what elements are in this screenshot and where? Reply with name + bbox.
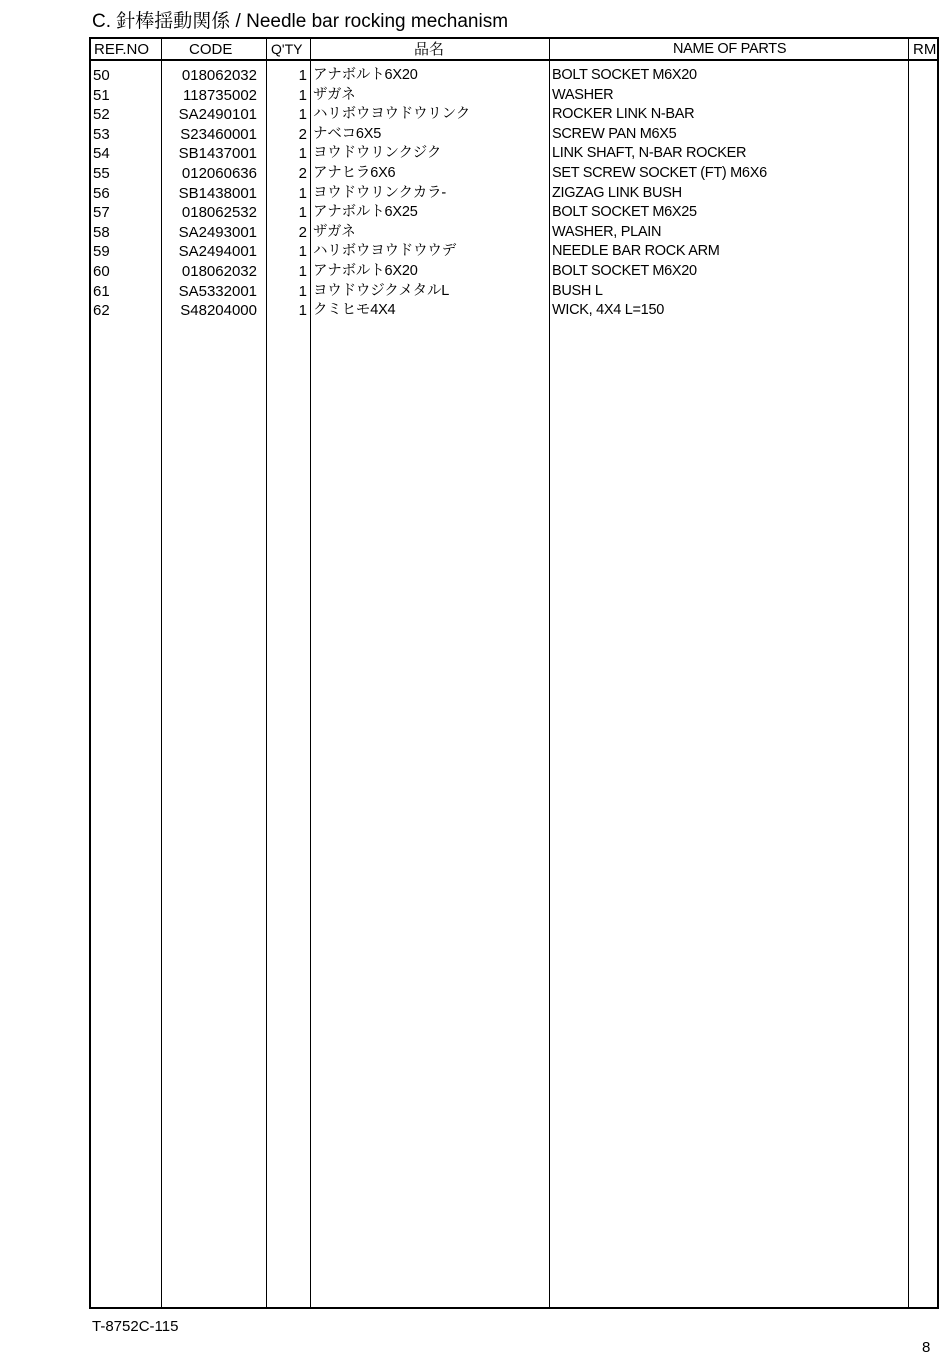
table-body — [91, 66, 937, 321]
ref-no-cell: 53 — [93, 125, 110, 143]
qty-cell: 1 — [298, 86, 307, 104]
part-name-cell: BOLT SOCKET M6X20 — [552, 67, 697, 83]
code-cell: SA5332001 — [178, 282, 257, 300]
ref-no-cell: 52 — [93, 106, 110, 124]
document-code: T-8752C-115 — [92, 1318, 179, 1335]
ref-no-cell: 57 — [93, 204, 110, 222]
code-cell: SB1438001 — [178, 184, 257, 202]
ref-no-cell: 54 — [93, 145, 110, 163]
part-name-cell: WASHER — [552, 86, 614, 103]
qty-cell: 1 — [298, 302, 307, 320]
part-name-cell: BOLT SOCKET M6X25 — [552, 204, 697, 221]
qty-cell: 2 — [298, 164, 307, 182]
ref-no-cell: 61 — [93, 282, 110, 300]
table-row — [91, 105, 937, 125]
code-cell: SA2493001 — [178, 223, 257, 241]
table-row — [91, 86, 937, 106]
code-cell: 118735002 — [183, 86, 257, 104]
ref-no-cell: 51 — [93, 86, 110, 104]
header-qty: Q'TY — [271, 41, 303, 57]
header-code: CODE — [189, 41, 233, 58]
jp-name-cell: クミヒモ4X4 — [313, 302, 396, 319]
part-name-cell: SET SCREW SOCKET (FT) M6X6 — [552, 164, 767, 181]
part-name-cell: ZIGZAG LINK BUSH — [552, 184, 682, 201]
jp-name-cell: ハリボウヨウドウリンク — [313, 106, 471, 123]
code-cell: S48204000 — [180, 302, 257, 320]
jp-name-cell: ザガネ — [313, 86, 356, 103]
qty-cell: 1 — [298, 67, 307, 84]
ref-no-cell: 59 — [93, 243, 110, 261]
table-header-row — [91, 39, 937, 61]
jp-name-cell: アナボルト6X20 — [313, 262, 418, 279]
code-cell: 018062032 — [181, 262, 257, 280]
table-row — [91, 125, 937, 145]
qty-cell: 1 — [298, 106, 307, 124]
qty-cell: 1 — [298, 145, 307, 163]
page-number: 8 — [922, 1339, 931, 1356]
part-name-cell: BUSH L — [552, 282, 603, 299]
table-row — [91, 301, 937, 321]
qty-cell: 1 — [298, 262, 307, 280]
part-name-cell: BOLT SOCKET M6X20 — [552, 262, 697, 279]
table-row — [91, 282, 937, 302]
header-jp-name: 品名 — [414, 41, 445, 58]
ref-no-cell: 56 — [93, 184, 110, 202]
jp-name-cell: アナボルト6X20 — [313, 67, 418, 83]
table-row — [91, 66, 937, 86]
qty-cell: 1 — [298, 243, 307, 261]
jp-name-cell: ヨウドウジクメタルL — [313, 282, 450, 299]
code-cell: S23460001 — [180, 125, 257, 143]
part-name-cell: ROCKER LINK N-BAR — [552, 106, 695, 123]
jp-name-cell: ザガネ — [313, 223, 356, 240]
jp-name-cell: ナベコ6X5 — [313, 125, 382, 142]
table-row — [91, 223, 937, 243]
table-row — [91, 184, 937, 204]
qty-cell: 1 — [298, 282, 307, 300]
ref-no-cell: 58 — [93, 223, 110, 241]
part-name-cell: WICK, 4X4 L=150 — [552, 302, 664, 319]
code-cell: SA2494001 — [178, 243, 257, 261]
header-rm: RM — [913, 41, 937, 58]
part-name-cell: WASHER, PLAIN — [552, 223, 662, 240]
table-row — [91, 203, 937, 223]
parts-table — [89, 37, 939, 1309]
part-name-cell: SCREW PAN M6X5 — [552, 125, 677, 142]
part-name-cell: LINK SHAFT, N-BAR ROCKER — [552, 145, 747, 162]
table-row — [91, 144, 937, 164]
code-cell: 018062532 — [181, 204, 257, 222]
jp-name-cell: ヨウドウリンクカラ- — [313, 184, 447, 201]
ref-no-cell: 50 — [93, 67, 110, 84]
ref-no-cell: 60 — [93, 262, 110, 280]
jp-name-cell: ハリボウヨウドウウデ — [313, 243, 456, 260]
table-row — [91, 242, 937, 262]
qty-cell: 1 — [298, 184, 307, 202]
code-cell: SA2490101 — [178, 106, 257, 124]
qty-cell: 2 — [298, 125, 307, 143]
section-title: C. 針棒揺動関係 / Needle bar rocking mechanism — [92, 11, 509, 32]
code-cell: 012060636 — [181, 164, 257, 182]
jp-name-cell: ヨウドウリンクジク — [313, 145, 442, 162]
jp-name-cell: アナヒラ6X6 — [313, 164, 396, 181]
code-cell: 018062032 — [181, 67, 257, 84]
header-ref-no: REF.NO — [94, 41, 150, 58]
qty-cell: 1 — [298, 204, 307, 222]
qty-cell: 2 — [298, 223, 307, 241]
header-name-of-parts: NAME OF PARTS — [673, 41, 787, 57]
code-cell: SB1437001 — [178, 145, 257, 163]
jp-name-cell: アナボルト6X25 — [313, 204, 418, 221]
table-row — [91, 262, 937, 282]
table-row — [91, 164, 937, 184]
part-name-cell: NEEDLE BAR ROCK ARM — [552, 243, 720, 260]
ref-no-cell: 55 — [93, 164, 110, 182]
ref-no-cell: 62 — [93, 302, 110, 320]
